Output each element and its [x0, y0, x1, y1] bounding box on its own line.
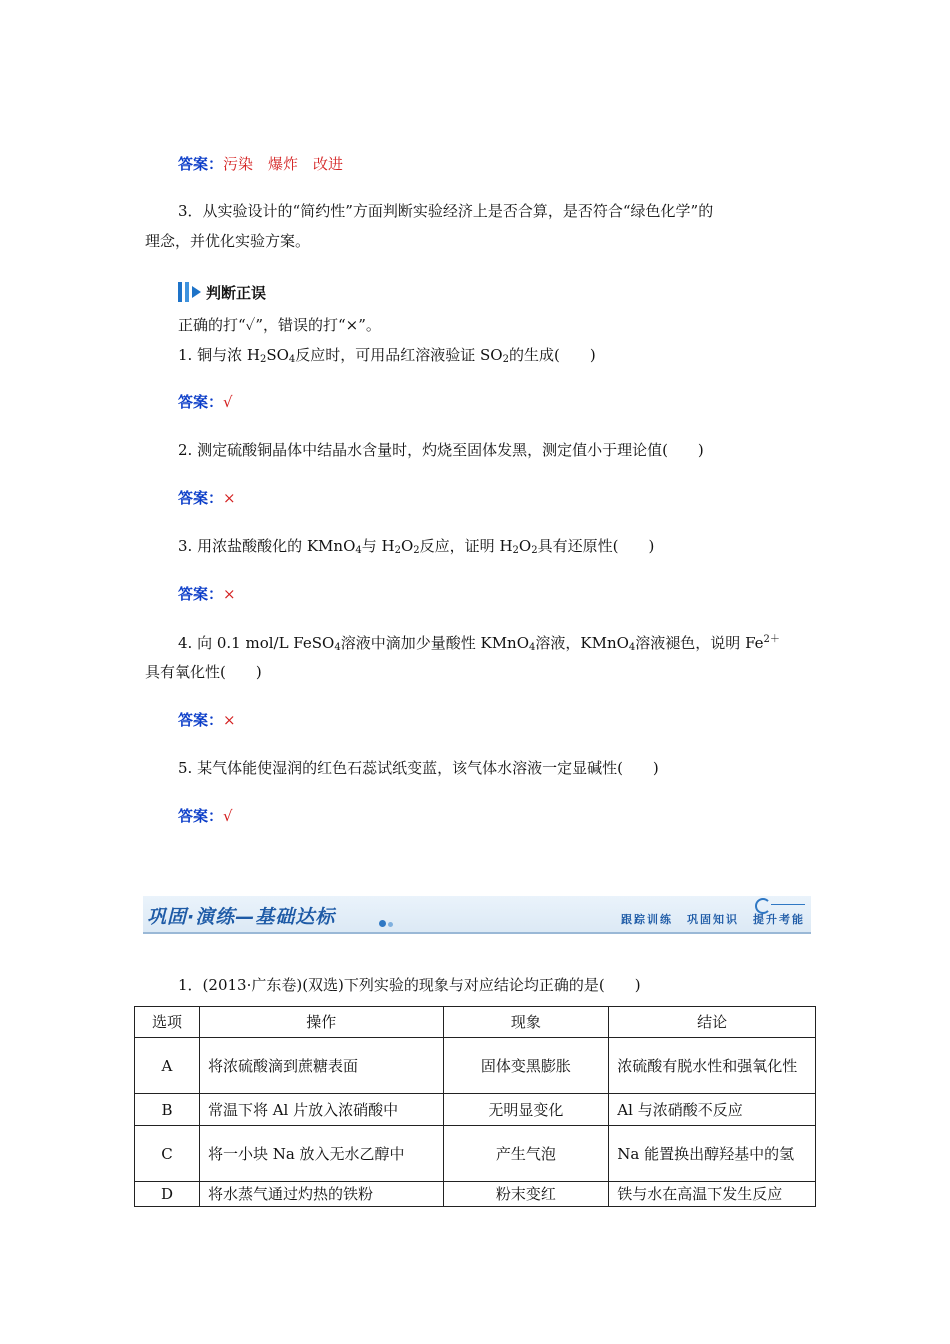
- header-operation: 操作: [199, 1007, 443, 1038]
- judge-item-1: 1. 铜与浓 $H_2SO_4$反应时，可用品红溶液验证 $SO_2$的生成( ): [178, 346, 596, 365]
- answer-label: 答案：: [178, 155, 224, 173]
- options-table: [134, 1006, 816, 1207]
- section-judge-title: 判断正误: [206, 283, 267, 302]
- table-row: A 将浓硫酸滴到蔗糖表面 固体变黑膨胀 浓硫酸有脱水性和强氧化性: [135, 1038, 816, 1094]
- judge-item-3: 3. 用浓盐酸酸化的 KMnO$_4$与 $H_2O_2$反应，证明 $H_2O_2$具有还原性( ): [178, 537, 655, 556]
- banner-tag-3: 提升考能: [753, 913, 805, 926]
- header-option: 选项: [135, 1007, 200, 1038]
- section-bars-icon: [178, 282, 202, 302]
- banner-dots-icon: [379, 913, 395, 931]
- answer-text: 污染 爆炸 改进: [223, 155, 344, 173]
- judge-item-5: 5. 某气体能使湿润的红色石蕊试纸变蓝，该气体水溶液一定显碱性( ): [178, 759, 659, 777]
- exercise-question: 1．(2013·广东卷)(双选)下列实验的现象与对应结论均正确的是( ): [178, 976, 641, 994]
- judge-answer-1: 答案：√: [178, 393, 233, 411]
- judge-answer-4: 答案：×: [178, 711, 236, 729]
- judge-answer-5: 答案：√: [178, 807, 233, 825]
- banner-tags: [607, 911, 805, 927]
- judge-instruction: 正确的打“✓”，错误的打“×”。: [178, 316, 381, 334]
- banner-title: 巩固·演练—基础达标: [147, 906, 336, 928]
- question-3-line2: 理念，并优化实验方案。: [145, 232, 311, 250]
- header-phenomenon: 现象: [443, 1007, 609, 1038]
- header-conclusion: 结论: [609, 1007, 816, 1038]
- table-row: C 将一小块 Na 放入无水乙醇中 产生气泡 Na 能置换出醇羟基中的氢: [135, 1126, 816, 1182]
- section-judge-header: [178, 281, 266, 303]
- table-row: D 将水蒸气通过灼热的铁粉 粉末变红 铁与水在高温下发生反应: [135, 1182, 816, 1207]
- banner-tag-2: 巩固知识: [687, 913, 739, 926]
- answer-line-top: [178, 153, 343, 174]
- judge-item-4: 4. 向 0.1 mol/L FeSO$_4$溶液中滴加少量酸性 KMnO$_4$溶液，KMnO$_4$溶液褪色，说明 $Fe^{2+}$: [178, 634, 780, 653]
- banner-tag-1: 跟踪训练: [621, 913, 673, 926]
- section-banner: [143, 896, 811, 934]
- banner-line-decoration: [771, 904, 805, 905]
- judge-answer-3: 答案：×: [178, 585, 236, 603]
- judge-answer-2: 答案：×: [178, 489, 236, 507]
- table-header-row: [135, 1007, 816, 1038]
- judge-item-2: 2. 测定硫酸铜晶体中结晶水含量时，灼烧至固体发黑，测定值小于理论值( ): [178, 441, 704, 459]
- table-row: B 常温下将 Al 片放入浓硝酸中 无明显变化 Al 与浓硝酸不反应: [135, 1094, 816, 1126]
- question-3-line1: 3．从实验设计的“简约性”方面判断实验经济上是否合算，是否符合“绿色化学”的: [178, 202, 714, 220]
- judge-item-4-line2: 具有氧化性( ): [145, 663, 262, 681]
